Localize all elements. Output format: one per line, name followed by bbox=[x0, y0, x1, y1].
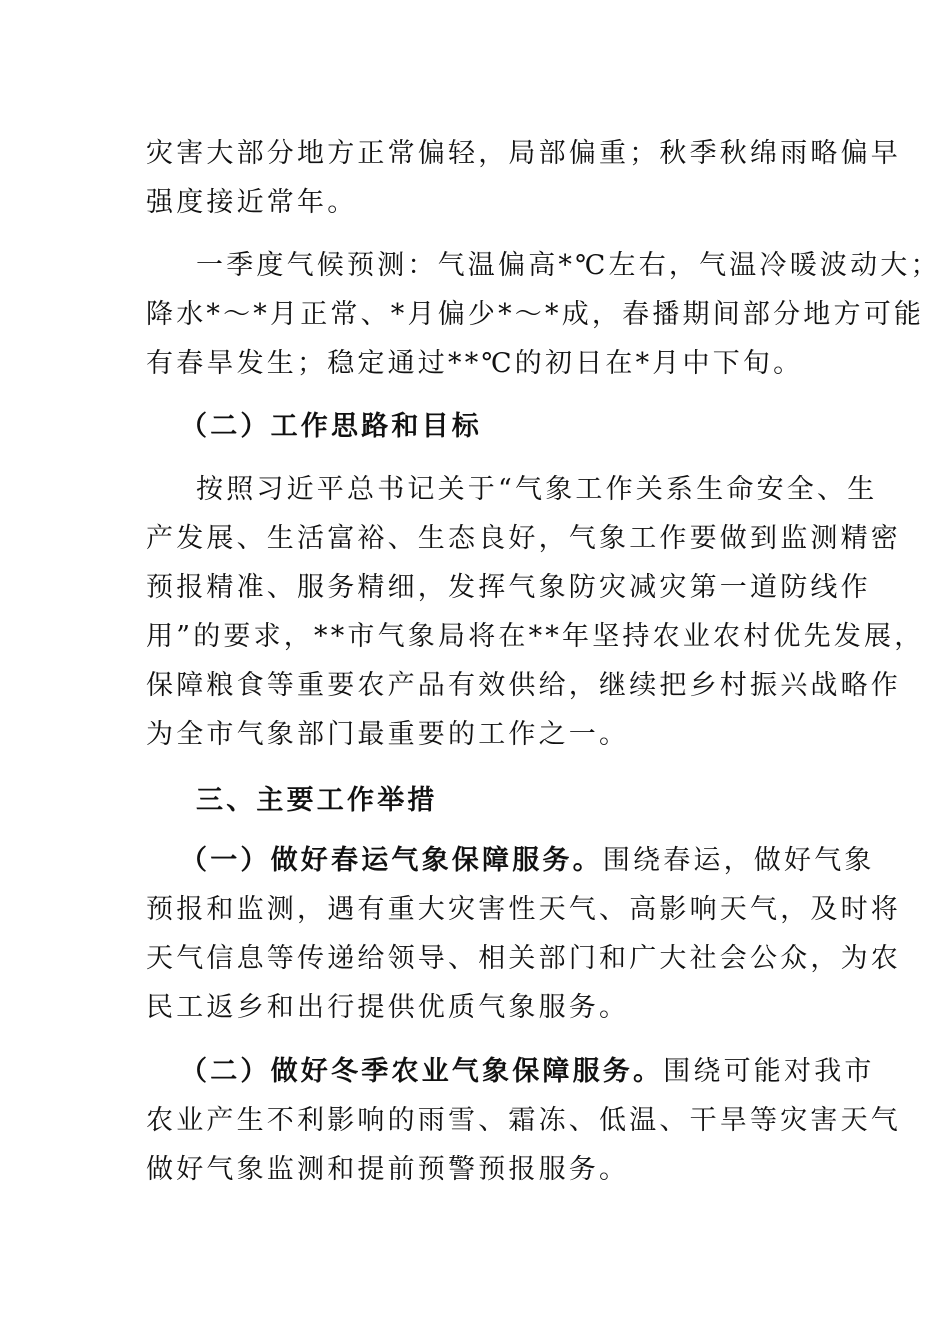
paragraph-3-line-1: 按照习近平总书记关于“气象工作关系生命安全、生 bbox=[196, 474, 878, 505]
paragraph-4-line-1 bbox=[180, 844, 875, 878]
paragraph-4-line-3: 天气信息等传递给领导、相关部门和广大社会公众，为农 bbox=[146, 943, 901, 974]
paragraph-3-line-3: 预报精准、服务精细，发挥气象防灾减灾第一道防线作 bbox=[146, 572, 871, 603]
section-heading-main-measures: 三、主要工作举措 bbox=[196, 785, 438, 816]
paragraph-3-line-6: 为全市气象部门最重要的工作之一。 bbox=[146, 719, 630, 750]
paragraph-5-line-1 bbox=[180, 1055, 875, 1089]
paragraph-5-line-2: 农业产生不利影响的雨雪、霜冻、低温、干旱等灾害天气 bbox=[146, 1105, 901, 1136]
paragraph-3-line-2: 产发展、生活富裕、生态良好，气象工作要做到监测精密 bbox=[146, 523, 901, 554]
paragraph-1-line-2: 强度接近常年。 bbox=[146, 187, 358, 218]
paragraph-5-lead-rest: 围绕可能对我市 bbox=[663, 1056, 875, 1087]
paragraph-5-line-3: 做好气象监测和提前预警预报服务。 bbox=[146, 1154, 630, 1185]
paragraph-4-lead-rest: 围绕春运，做好气象 bbox=[602, 845, 875, 876]
section-heading-work-approach: （二）工作思路和目标 bbox=[180, 411, 482, 442]
paragraph-2-line-1: 一季度气候预测：气温偏高*℃左右，气温冷暖波动大； bbox=[196, 250, 941, 281]
paragraph-5-bold-lead: （二）做好冬季农业气象保障服务。 bbox=[180, 1056, 664, 1087]
paragraph-4-line-4: 民工返乡和出行提供优质气象服务。 bbox=[146, 992, 630, 1023]
paragraph-2-line-2: 降水*～*月正常、*月偏少*～*成，春播期间部分地方可能 bbox=[146, 299, 925, 330]
paragraph-3-line-4: 用”的要求，**市气象局将在**年坚持农业农村优先发展， bbox=[146, 621, 925, 652]
paragraph-3-line-5: 保障粮食等重要农产品有效供给，继续把乡村振兴战略作 bbox=[146, 670, 901, 701]
paragraph-4-bold-lead: （一）做好春运气象保障服务。 bbox=[180, 845, 603, 876]
paragraph-2-line-3: 有春旱发生；稳定通过**℃的初日在*月中下旬。 bbox=[146, 348, 804, 379]
paragraph-1-line-1: 灾害大部分地方正常偏轻，局部偏重；秋季秋绵雨略偏早 bbox=[146, 138, 901, 169]
paragraph-4-line-2: 预报和监测，遇有重大灾害性天气、高影响天气，及时将 bbox=[146, 894, 901, 925]
